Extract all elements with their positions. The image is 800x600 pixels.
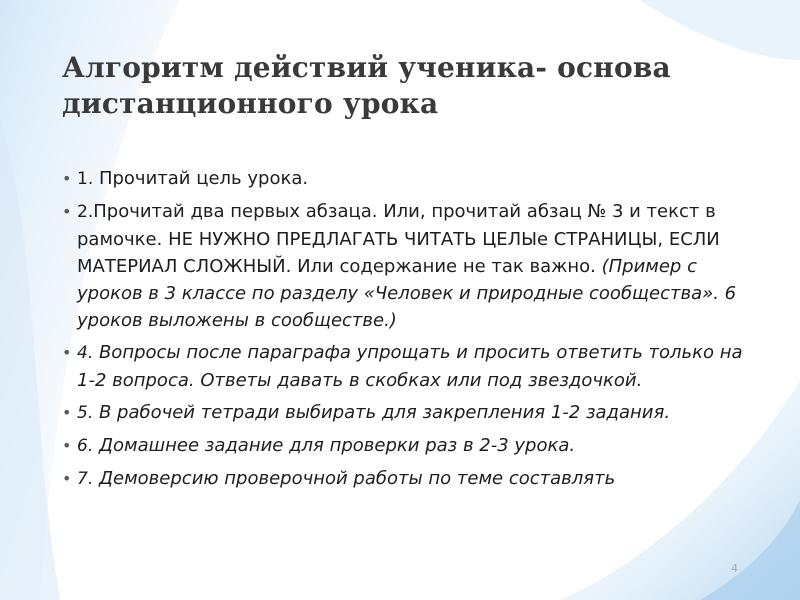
list-item [62,432,762,460]
item-text: В рабочей тетради выбирать для закрепления 1-2 задания. [93,402,671,423]
algorithm-list [62,165,762,498]
item-number: 6. [77,436,94,456]
item-number: 4. [77,343,94,363]
item-number: 5. [77,403,94,423]
item-number: 2. [77,202,94,222]
slide-title: Алгоритм действий ученика- основа дистанционного урока [62,51,671,120]
item-number: 7. [77,469,94,489]
list-item [62,339,762,394]
item-text: Прочитай цель урока. [93,168,309,189]
list-item [62,399,762,427]
item-text: Демоверсию проверочной работы по теме составлять [93,468,616,489]
slide-number: 4 [731,562,738,575]
item-text: Прочитай два первых абзаца. Или, прочитай абзац № 3 и текст в рамочке. НЕ НУЖНО ПРЕДЛАГАТЬ ЧИТАТЬ ЦЕЛЫе СТРАНИЦЫ, ЕСЛИ МАТЕРИАЛ СЛОЖНЫЙ. Или содержание не так важно. [77,201,720,277]
item-example-text: (Пример с уроков в 3 классе по разделу «Человек и природные сообщества». 6 уроков выложены в сообществе.) [77,256,737,331]
list-item [62,198,762,334]
list-item [62,165,762,193]
item-text: Вопросы после параграфа упрощать и просить ответить только на 1-2 вопроса. Ответы давать в скобках или под звездочкой. [77,342,743,391]
list-item [62,465,762,493]
item-text: Домашнее задание для проверки раз в 2-3 урока. [93,435,576,456]
item-number: 1. [77,169,94,189]
